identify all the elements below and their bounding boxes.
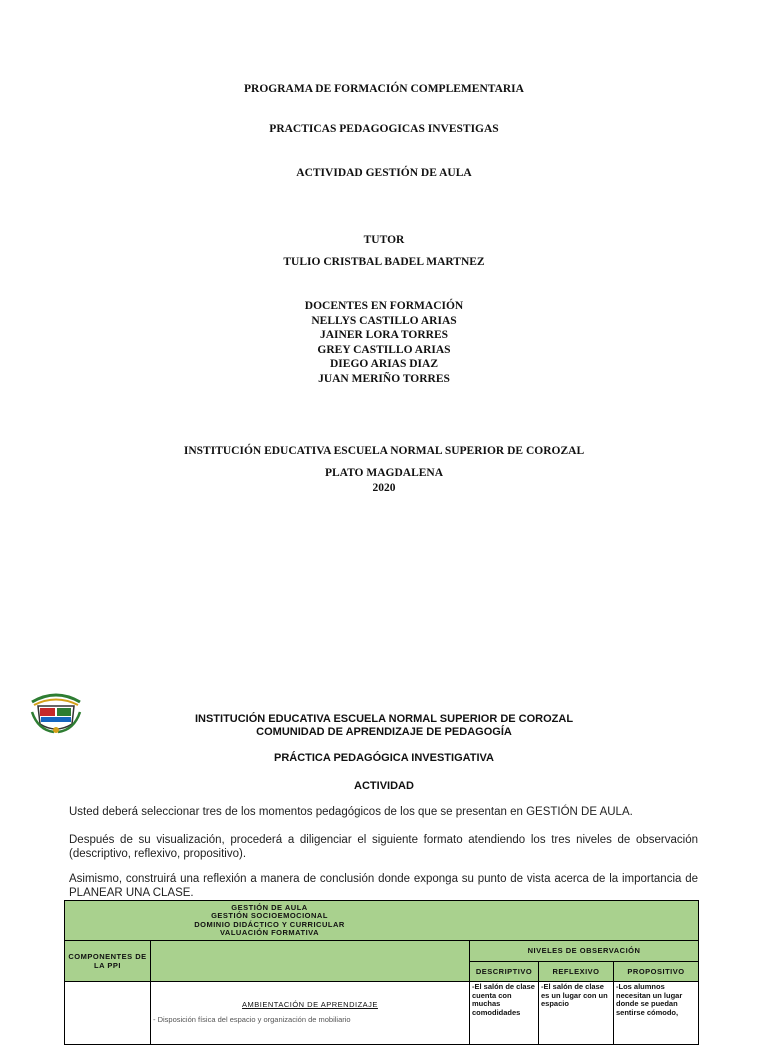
descriptive-cell: -El salón de clase cuenta con muchas comodidades	[470, 982, 539, 1045]
components-detail-header	[151, 941, 470, 982]
table-title-line: DOMINIO DIDÁCTICO Y CURRICULAR	[194, 919, 345, 929]
reflexive-cell: -El salón de clase es un lugar con un espacio	[539, 982, 614, 1045]
page2-activity: ACTIVIDAD	[354, 780, 414, 792]
component-cell	[65, 982, 151, 1045]
observation-table	[64, 900, 699, 1045]
tutor-label: TUTOR	[363, 234, 405, 246]
ambience-title: AMBIENTACIÓN DE APRENDIZAJE	[242, 1000, 378, 1009]
propositive-cell: -Los alumnos necesitan un lugar donde se puedan sentirse cómodo,	[614, 982, 699, 1045]
teacher-name: DIEGO ARIAS DIAZ	[330, 358, 438, 370]
levels-header: NIVELES DE OBSERVACIÓN	[470, 941, 699, 962]
program-title: PROGRAMA DE FORMACIÓN COMPLEMENTARIA	[244, 83, 524, 95]
descriptive-header: DESCRIPTIVO	[470, 961, 539, 982]
teacher-name: GREY CASTILLO ARIAS	[317, 344, 451, 356]
table-title-line: VALUACIÓN FORMATIVA	[219, 928, 320, 937]
table-title-block	[65, 901, 699, 941]
page2-practice: PRÁCTICA PEDAGÓGICA INVESTIGATIVA	[273, 752, 494, 764]
cover-institution: INSTITUCIÓN EDUCATIVA ESCUELA NORMAL SUPERIOR DE COROZAL	[183, 445, 585, 457]
instruction-paragraph: Después de su visualización, procederá a diligenciar el siguiente formato atendiendo los tres niveles de observación (descriptivo, reflexivo, propositivo).	[69, 834, 698, 860]
teachers-label: DOCENTES EN FORMACIÓN	[304, 300, 464, 312]
page2-community: COMUNIDAD DE APRENDIZAJE DE PEDAGOGÍA	[256, 726, 512, 738]
page2-institution: INSTITUCIÓN EDUCATIVA ESCUELA NORMAL SUPERIOR DE COROZAL	[194, 713, 574, 725]
cover-city: PLATO MAGDALENA	[324, 467, 444, 479]
instruction-paragraph: Asimismo, construirá una reflexión a manera de conclusión donde exponga su punto de vista acerca de la importancia de PLANEAR UNA CLASE.	[69, 873, 698, 899]
practice-title: PRACTICAS PEDAGOGICAS INVESTIGAS	[269, 123, 499, 135]
teacher-name: JUAN MERIÑO TORRES	[318, 373, 450, 385]
activity-title: ACTIVIDAD GESTIÓN DE AULA	[296, 167, 472, 179]
components-header: COMPONENTES DE LA PPI	[65, 941, 151, 982]
table-title-line: GESTIÓN DE AULA	[231, 902, 308, 912]
teacher-name: JAINER LORA TORRES	[319, 329, 449, 341]
cover-year: 2020	[372, 482, 396, 494]
reflexive-header: REFLEXIVO	[539, 961, 614, 982]
propositive-header: PROPOSITIVO	[614, 961, 699, 982]
instruction-paragraph: Usted deberá seleccionar tres de los momentos pedagógicos de los que se presentan en GESTIÓN DE AULA.	[69, 806, 633, 818]
component-detail-cell	[151, 982, 470, 1045]
tutor-name: TULIO CRISTBAL BADEL MARTNEZ	[283, 256, 485, 268]
table-title-line: GESTIÓN SOCIOEMOCIONAL	[211, 911, 328, 920]
ambience-item: - Disposición física del espacio y organización de mobiliario	[153, 1015, 351, 1024]
teacher-name: NELLYS CASTILLO ARIAS	[311, 315, 457, 327]
